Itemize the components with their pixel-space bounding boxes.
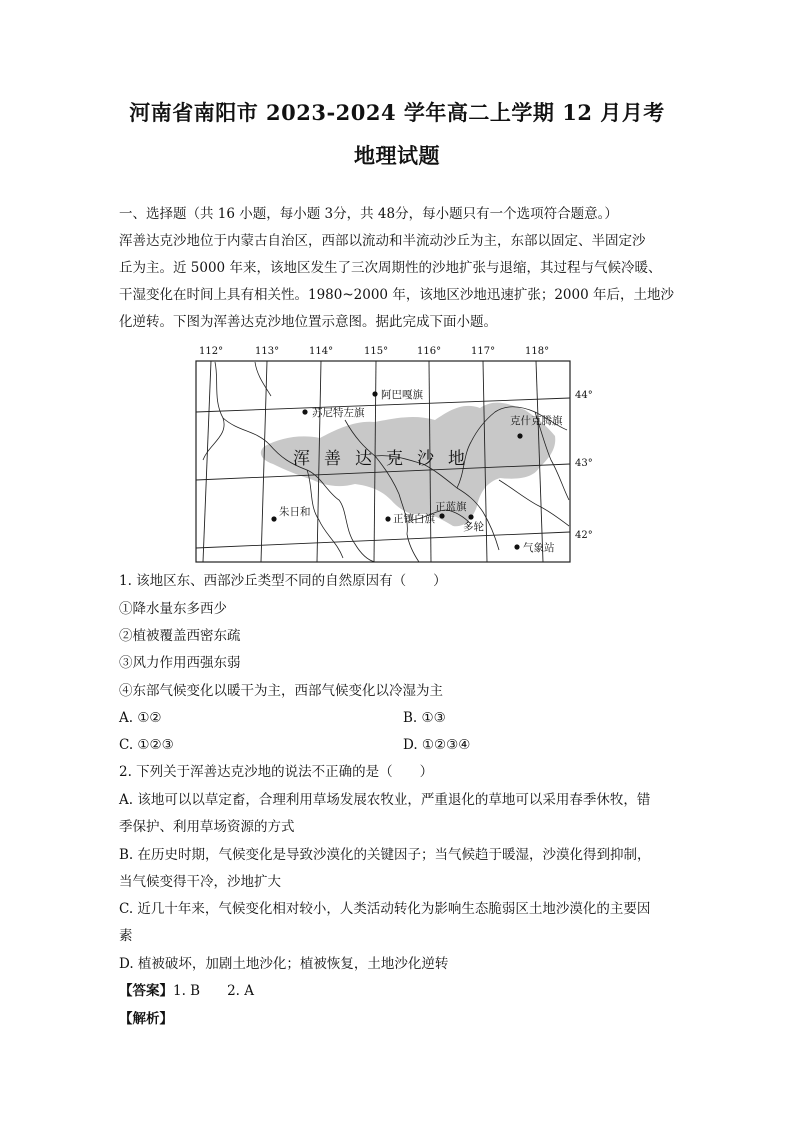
question-2-line: 当气候变得干冷，沙地扩大 xyxy=(119,874,281,890)
latitude-label: 42° xyxy=(575,530,593,541)
legend-station-label: 气象站 xyxy=(523,542,555,554)
place-dot xyxy=(372,391,377,396)
question-2-line: C. 近几十年来，气候变化相对较小，人类活动转化为影响生态脆弱区土地沙漠化的主要因 xyxy=(119,901,651,917)
place-label-zhenglan: 正蓝旗 xyxy=(435,501,467,513)
question-2-line: 季保护、利用草场资源的方式 xyxy=(119,819,295,835)
question-2-line: B. 在历史时期，气候变化是导致沙漠化的关键因子；当气候趋于暖湿，沙漠化得到抑制， xyxy=(119,847,651,863)
place-dot xyxy=(271,516,276,521)
place-label-sunite: 苏尼特左旗 xyxy=(312,407,365,419)
question-1-option-a: A. ①② xyxy=(119,710,162,726)
place-dot xyxy=(468,514,473,519)
desert-name-label: 浑善达克沙地 xyxy=(293,449,479,469)
longitude-label: 113° xyxy=(255,346,280,357)
question-1-option-d: D. ①②③④ xyxy=(403,737,471,753)
question-1-item: ④东部气候变化以暖干为主，西部气候变化以冷湿为主 xyxy=(119,683,443,699)
place-label-duolun: 多轮 xyxy=(463,521,484,533)
question-2-line: A. 该地可以以草定畜，合理利用草场发展农牧业，严重退化的草地可以采用春季休牧，错 xyxy=(119,792,651,808)
question-1-stem: 1. 该地区东、西部沙丘类型不同的自然原因有（ ） xyxy=(119,573,447,589)
question-1-item: ③风力作用西强东弱 xyxy=(119,655,241,671)
analysis-label: 【解析】 xyxy=(119,1011,173,1027)
page-title: 河南省南阳市 2023-2024 学年高二上学期 12 月月考 xyxy=(129,100,665,125)
answer-row xyxy=(119,982,679,1000)
question-2-line: D. 植被破坏，加剧土地沙化；植被恢复，土地沙化逆转 xyxy=(119,956,449,972)
longitude-label: 114° xyxy=(309,346,334,357)
place-label-zhengxiangbai: 正镶白旗 xyxy=(393,513,435,525)
longitude-label: 116° xyxy=(417,346,442,357)
answer-values: 1. B 2. A xyxy=(173,983,255,999)
longitude-label: 112° xyxy=(199,346,224,357)
page-subtitle: 地理试题 xyxy=(354,143,440,168)
longitude-label: 117° xyxy=(471,346,496,357)
latitude-label: 43° xyxy=(575,458,593,469)
location-map xyxy=(195,342,595,564)
passage-line: 浑善达克沙地位于内蒙古自治区，西部以流动和半流动沙丘为主，东部以固定、半固定沙 xyxy=(119,233,646,249)
place-dot xyxy=(439,513,444,518)
place-dot xyxy=(385,516,390,521)
place-label-abagaqi: 阿巴嘎旗 xyxy=(381,389,423,401)
question-1-option-c: C. ①②③ xyxy=(119,737,174,753)
question-2-stem: 2. 下列关于浑善达克沙地的说法不正确的是（ ） xyxy=(119,764,434,780)
longitude-label: 115° xyxy=(364,346,389,357)
place-label-zhurihe: 朱日和 xyxy=(279,506,311,518)
legend-station-dot xyxy=(514,544,519,549)
answer-label: 【答案】 xyxy=(119,983,173,999)
section-heading: 一、选择题（共 16 小题，每小题 3分，共 48分，每小题只有一个选项符合题意。） xyxy=(119,206,618,222)
passage-line: 干湿变化在时间上具有相关性。1980~2000 年，该地区沙地迅速扩张；2000 年后，土地沙 xyxy=(119,287,674,303)
place-label-keshiketeng: 克什克腾旗 xyxy=(510,415,563,427)
question-1-option-b: B. ①③ xyxy=(403,710,446,726)
passage-line: 化逆转。下图为浑善达克沙地位置示意图。据此完成下面小题。 xyxy=(119,314,497,330)
question-1-item: ①降水量东多西少 xyxy=(119,601,227,617)
latitude-label: 44° xyxy=(575,390,593,401)
question-1-item: ②植被覆盖西密东疏 xyxy=(119,628,241,644)
longitude-label: 118° xyxy=(525,346,550,357)
place-dot xyxy=(517,433,522,438)
place-dot xyxy=(302,409,307,414)
passage-line: 丘为主。近 5000 年来，该地区发生了三次周期性的沙地扩张与退缩，其过程与气候冷暖、 xyxy=(119,260,662,276)
question-2-line: 素 xyxy=(119,928,133,944)
